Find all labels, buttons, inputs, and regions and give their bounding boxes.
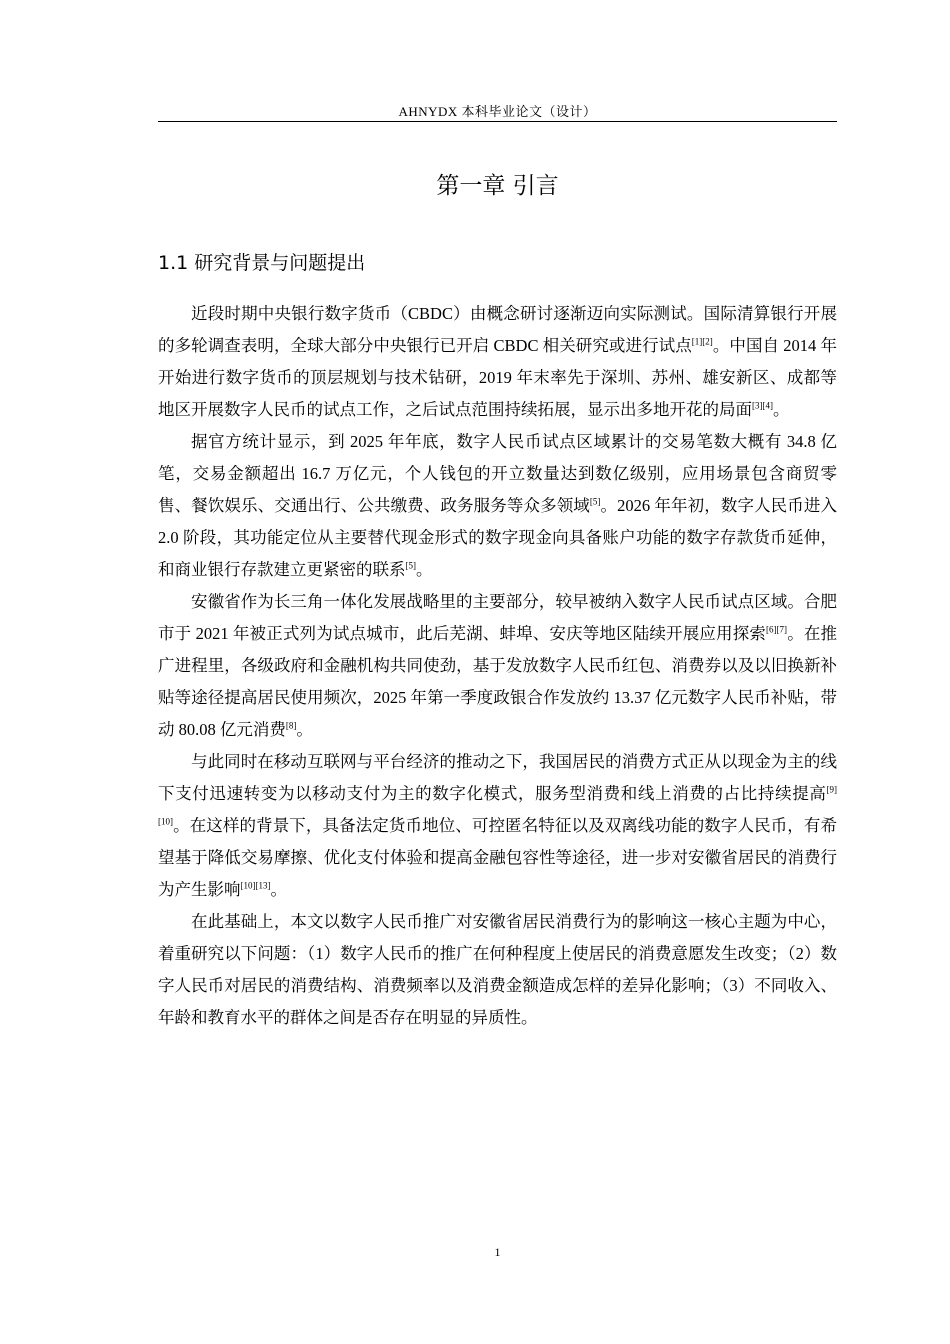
text-run: 。 xyxy=(416,560,433,579)
text-run: 。在推广进程里，各级政府和金融机构共同使劲，基于发放数字人民币红包、消费券以及以旧换新补贴等途径提高居民使用频次，2025 年第一季度政银合作发放约 13.37 亿元数字人民币补贴，带动 80.08 亿元消费 xyxy=(158,624,838,739)
paragraph xyxy=(158,426,837,586)
citation: [10][13] xyxy=(240,880,271,891)
text-run: 近段时期中央银行数字货币（CBDC）由概念研讨逐渐迈向实际测试。国际清算银行开展的多轮调查表明，全球大部分中央银行已开启 CBDC 相关研究或进行试点 xyxy=(158,304,837,355)
paragraph xyxy=(158,298,837,426)
section-title: 1.1 研究背景与问题提出 xyxy=(158,252,366,274)
citation: [6][7] xyxy=(766,624,788,635)
text-run: 安徽省作为长三角一体化发展战略里的主要部分，较早被纳入数字人民币试点区域。合肥市于 2021 年被正式列为试点城市，此后芜湖、蚌埠、安庆等地区陆续开展应用探索 xyxy=(158,592,837,643)
text-run: 与此同时在移动互联网与平台经济的推动之下，我国居民的消费方式正从以现金为主的线下支付迅速转变为以移动支付为主的数字化模式，服务型消费和线上消费的占比持续提高 xyxy=(158,752,837,803)
chapter-title: 第一章 引言 xyxy=(436,173,559,199)
citation: [9][10] xyxy=(158,784,837,827)
body-text xyxy=(158,298,837,1034)
citation: [3][4] xyxy=(752,400,773,411)
citation: [5] xyxy=(405,560,416,571)
paragraph xyxy=(158,906,837,1034)
text-run: 在此基础上，本文以数字人民币推广对安徽省居民消费行为的影响这一核心主题为中心，着重研究以下问题：（1）数字人民币的推广在何种程度上使居民的消费意愿发生改变；（2）数字人民币对居民的消费结构、消费频率以及消费金额造成怎样的差异化影响；（3）不同收入、年龄和教育水平的群体之间是否存在明显的异质性。 xyxy=(158,912,837,1027)
text-run: 。 xyxy=(773,400,790,419)
text-run: 。 xyxy=(270,880,287,899)
header-rule xyxy=(158,121,837,122)
paragraph xyxy=(158,586,837,746)
paragraph xyxy=(158,746,837,906)
text-run: 据官方统计显示，到 2025 年年底，数字人民币试点区域累计的交易笔数大概有 34.8 亿笔，交易金额超出 16.7 万亿元，个人钱包的开立数量达到数亿级别，应用场景包含商贸零售、餐饮娱乐、交通出行、公共缴费、政务服务等众多领域 xyxy=(158,432,837,515)
text-run: 。2026 年年初，数字人民币进入 2.0 阶段，其功能定位从主要替代现金形式的数字现金向具备账户功能的数字存款货币延伸，和商业银行存款建立更紧密的联系 xyxy=(158,496,838,579)
text-run: 。在这样的背景下，具备法定货币地位、可控匿名特征以及双离线功能的数字人民币，有希望基于降低交易摩擦、优化支付体验和提高金融包容性等途径，进一步对安徽省居民的消费行为产生影响 xyxy=(158,816,837,899)
citation: [5] xyxy=(589,496,601,507)
running-header: AHNYDX 本科毕业论文（设计） xyxy=(398,104,597,119)
text-run: 。 xyxy=(296,720,313,739)
text-run: 。中国自 2014 年开始进行数字货币的顶层规划与技术钻研，2019 年末率先于深圳、苏州、雄安新区、成都等地区开展数字人民币的试点工作，之后试点范围持续拓展，显示出多地开花的局面 xyxy=(158,336,838,419)
citation: [8] xyxy=(285,720,297,731)
citation: [1][2] xyxy=(691,336,713,347)
page-number: 1 xyxy=(494,1245,501,1259)
